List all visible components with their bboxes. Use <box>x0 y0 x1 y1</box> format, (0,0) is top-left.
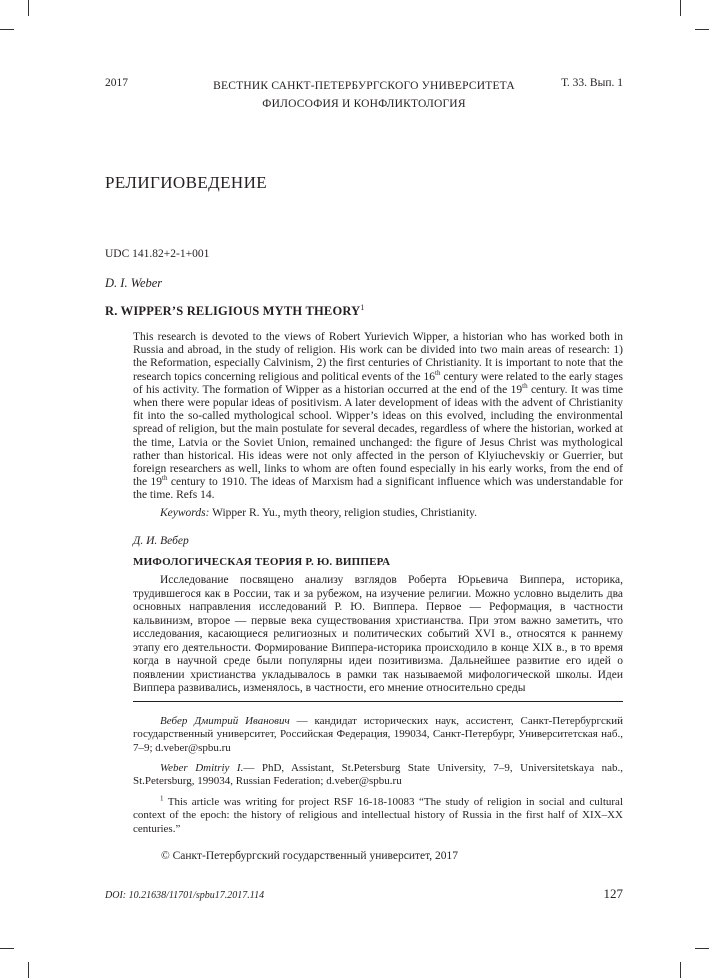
author-note-ru-name: Вебер Дмитрий Иванович <box>160 715 290 727</box>
article-title-en <box>105 303 365 319</box>
crop-mark <box>680 0 681 16</box>
footnote-rule <box>133 701 623 702</box>
abstract-en-part: This research is devoted to the views of Robert Yurievich Wipper, a historian who has worked both in Russia and abroad, in the study of religion. His work can be divided into two main areas of research: 1) the Reformation, especially Calvinism, 2) the first centuries of Christianity. It is important to note that the research topics concerning religious and political events of the 16 <box>133 331 623 383</box>
article-title-ru: МИФОЛОГИЧЕСКАЯ ТЕОРИЯ Р. Ю. ВИППЕРА <box>133 556 391 568</box>
author-note-en-name: Weber Dmitriy I. <box>160 762 244 774</box>
journal-page <box>105 0 623 978</box>
abstract-en-part: century. It was time when there were popular ideas of positivism. A later development of ideas with the advent of Christianity fit into the so-called mythological school. Wipper’s ideas on this evolved, including the environmental spread of religion, but the main postulate for several decades, regardless of where the historian, worked at the time, Latvia or the Soviet Union, remained unchanged: the figure of Jesus Christ was mythological rather than historical. His ideas were not only affected in the person of Klyiuchevskiy or Guerrier, but foreign researchers as well, links to whom are often found especially in his early works, from the end of the 19 <box>133 383 624 489</box>
journal-name: ВЕСТНИК САНКТ-ПЕТЕРБУРГСКОГО УНИВЕРСИТЕТА <box>213 80 515 92</box>
journal-series: ФИЛОСОФИЯ И КОНФЛИКТОЛОГИЯ <box>262 98 466 110</box>
section-title: РЕЛИГИОВЕДЕНИЕ <box>105 173 268 192</box>
crop-mark <box>695 948 709 949</box>
author-note-en-text: — PhD, Assistant, St.Petersburg State University, 7–9, Universitetskaya nab., St.Petersburg, 199034, Russian Federation; d.veber@spbu.ru <box>133 762 623 788</box>
author-en: D. I. Weber <box>105 276 163 290</box>
author-note-ru-text: — кандидат исторических наук, ассистент, Санкт-Петербургский государственный университет, Российская Федерация, 199034, Санкт-Петербург, Университетская наб., 7–9; d.veber@spbu.ru <box>133 715 623 754</box>
abstract-en-part: century were related to the early stages of his activity. The formation of Wipper as a historian occurred at the end of the 19 <box>133 370 623 396</box>
page-number: 127 <box>603 886 623 901</box>
crop-mark <box>695 29 709 30</box>
footnote-mark: 1 <box>160 794 164 803</box>
ordinal-suffix: th <box>522 381 528 390</box>
header-journal <box>105 77 623 113</box>
ordinal-suffix: th <box>435 368 441 377</box>
header-year: 2017 <box>105 77 128 89</box>
copyright-notice: © Санкт-Петербургский государственный университет, 2017 <box>161 850 459 862</box>
keywords-label: Keywords: <box>160 507 210 519</box>
article-title-en-text: R. WIPPER’S RELIGIOUS MYTH THEORY <box>105 304 361 319</box>
doi: DOI: 10.21638/11701/spbu17.2017.114 <box>105 890 265 901</box>
footnote-1 <box>133 796 623 836</box>
crop-mark <box>680 962 681 978</box>
author-note-en <box>133 762 623 789</box>
ordinal-suffix: th <box>162 474 168 483</box>
abstract-ru <box>133 574 623 696</box>
crop-mark <box>0 948 14 949</box>
keywords-text: Wipper R. Yu., myth theory, religion studies, Christianity. <box>209 507 478 519</box>
abstract-en-part: century to 1910. The ideas of Marxism had a significant influence which was understandable for the time. Refs 14. <box>133 476 623 502</box>
footnote-1-text: This article was writing for project RSF 16-18-10083 “The study of religion in social and cultural context of the epoch: the history of religious and intellectual history of Russia in the first half of XIX–XX centuries.” <box>133 796 623 835</box>
crop-mark <box>28 0 29 16</box>
footnote-ref: 1 <box>360 303 365 312</box>
author-note-ru <box>133 715 623 755</box>
keywords <box>160 507 477 519</box>
crop-mark <box>0 29 14 30</box>
udc-code: UDC 141.82+2-1+001 <box>105 248 210 260</box>
header-volume: Т. 33. Вып. 1 <box>561 77 623 89</box>
author-ru: Д. И. Вебер <box>133 535 189 547</box>
abstract-ru-text: Исследование посвящено анализу взглядов Роберта Юрьевича Виппера, историка, трудившегося как в России, так и за рубежом, на изучение религии. Можно условно выделить два основных направления исследований Р. Ю. Виппера. Первое — Реформация, в частности кальвинизм, второе — первые века существования христианства. При этом важно заметить, что исследования, касающиеся религиозных и политических событий XVI в., относятся к раннему этапу его деятельности. Формирование Виппера-историка происходило в конце XIX в., в то время когда в научной среде были популярны идеи позитивизма. Дальнейшее развитие его идей о появлении христианства укладывалось в рамки так называемой мифологической школы. Идеи Виппера развивались, изменялось, в частности, его мнение относительно среды <box>133 574 623 694</box>
crop-mark <box>28 962 29 978</box>
abstract-en <box>133 331 623 503</box>
